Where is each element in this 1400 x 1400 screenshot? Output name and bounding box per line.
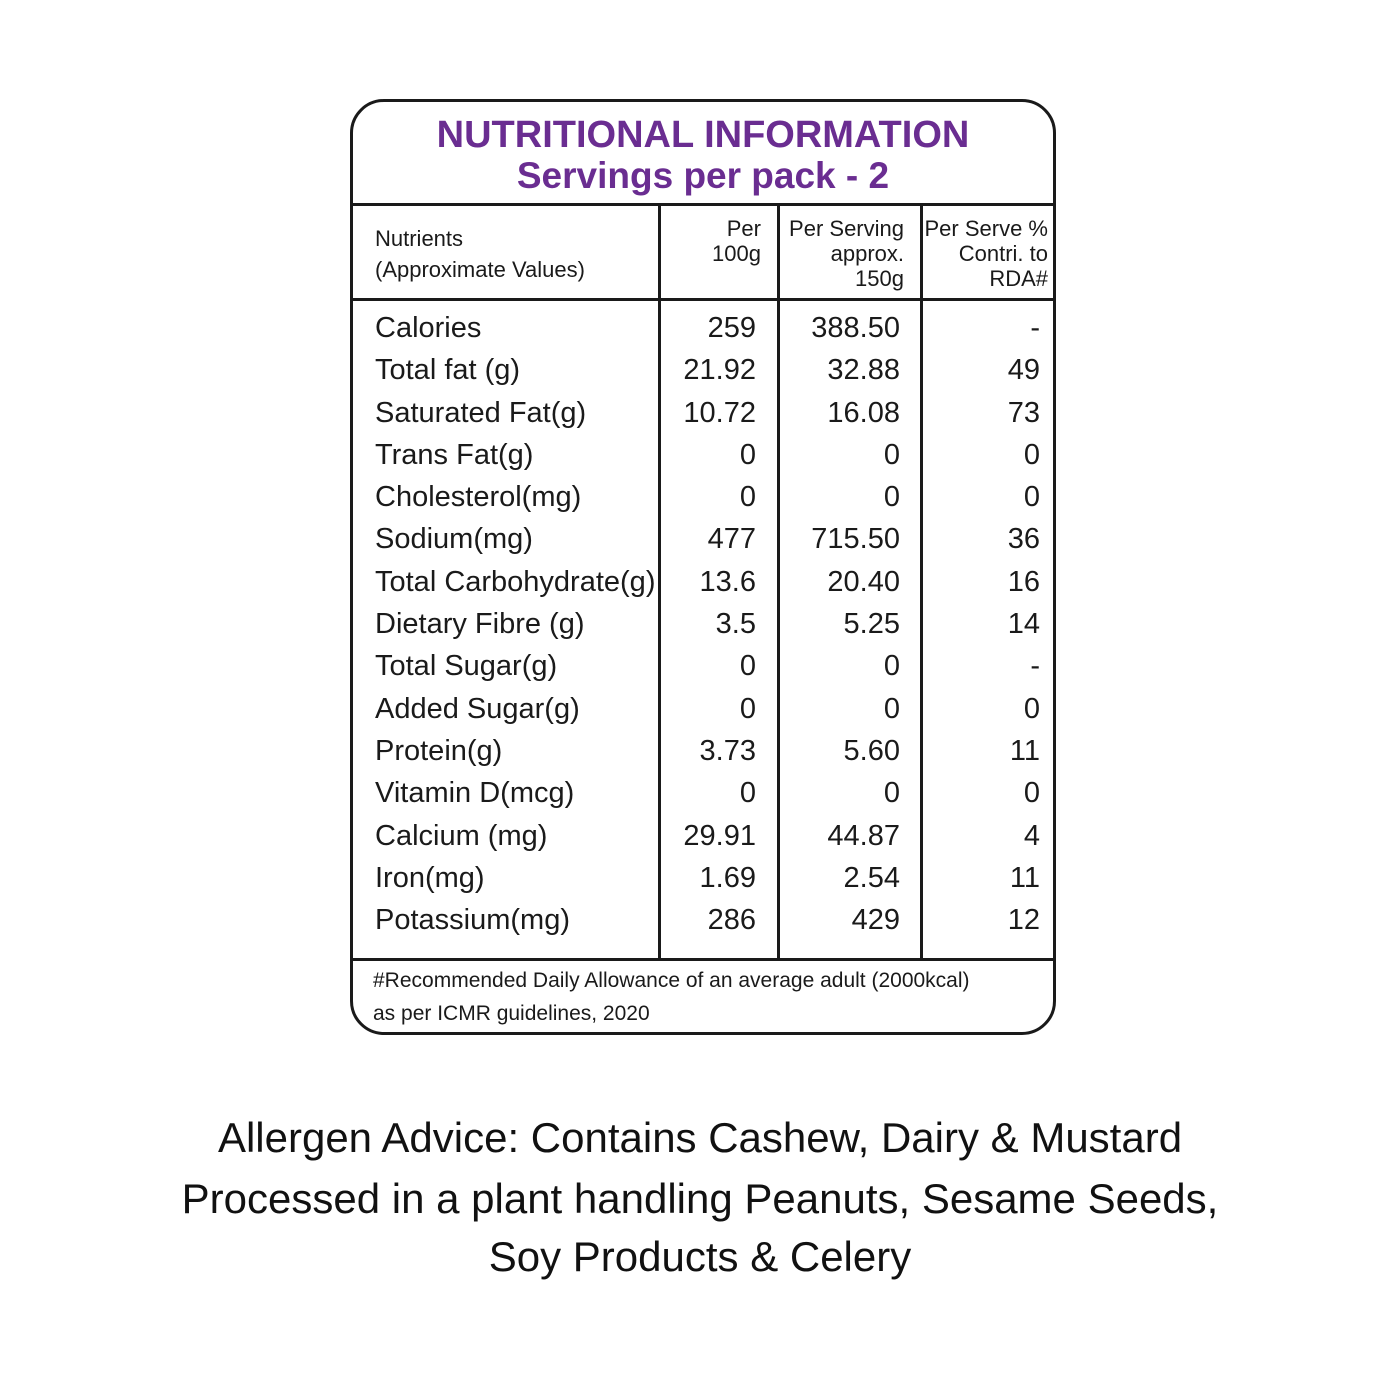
per100-value: 3.5 bbox=[715, 608, 756, 641]
serving-value: 0 bbox=[883, 650, 900, 683]
footnote-divider bbox=[353, 958, 1053, 961]
table-row bbox=[353, 518, 1053, 560]
rda-value: 0 bbox=[1023, 692, 1040, 725]
rda-value: 73 bbox=[1007, 396, 1040, 429]
table-row bbox=[353, 688, 1053, 730]
per100-value: 10.72 bbox=[683, 396, 756, 429]
table-row bbox=[353, 349, 1053, 391]
table-row bbox=[353, 476, 1053, 518]
rda-header-line1: Per Serve % bbox=[924, 216, 1048, 241]
rda-value: 49 bbox=[1007, 354, 1040, 387]
per100-value: 29.91 bbox=[683, 819, 756, 852]
per100-value: 286 bbox=[707, 904, 756, 937]
rda-value: 0 bbox=[1023, 481, 1040, 514]
per100-value: 0 bbox=[739, 692, 756, 725]
serving-value: 2.54 bbox=[843, 861, 900, 894]
nutrient-rows bbox=[353, 307, 1053, 941]
rda-header-line3: RDA# bbox=[989, 266, 1048, 291]
nutrients-header-label: Nutrients bbox=[375, 226, 464, 251]
nutrient-name: Sodium(mg) bbox=[375, 523, 533, 556]
serving-value: 5.60 bbox=[843, 734, 900, 767]
rda-value: 11 bbox=[1009, 734, 1040, 767]
serving-value: 5.25 bbox=[843, 608, 900, 641]
nutrient-name: Dietary Fibre (g) bbox=[375, 608, 585, 641]
rda-value: 11 bbox=[1009, 861, 1040, 894]
nutrition-panel bbox=[350, 99, 1056, 1035]
rda-value: 12 bbox=[1007, 904, 1040, 937]
serving-value: 32.88 bbox=[827, 354, 900, 387]
rda-value: 14 bbox=[1007, 608, 1040, 641]
serving-header-line2: approx. bbox=[830, 241, 904, 266]
per100-value: 13.6 bbox=[699, 565, 756, 598]
footnote-line-1: #Recommended Daily Allowance of an average adult (2000kcal) bbox=[373, 969, 970, 992]
per100-header-line2: 100g bbox=[712, 241, 761, 266]
nutrient-name: Calcium (mg) bbox=[375, 819, 548, 852]
per100-header-line1: Per bbox=[726, 216, 761, 241]
serving-value: 44.87 bbox=[827, 819, 900, 852]
rda-column-header bbox=[923, 206, 1048, 302]
per100-value: 21.92 bbox=[683, 354, 756, 387]
per100-value: 1.69 bbox=[699, 861, 756, 894]
serving-column-header bbox=[780, 206, 904, 302]
serving-value: 16.08 bbox=[827, 396, 900, 429]
per100-column-header bbox=[661, 206, 761, 302]
nutrient-name: Calories bbox=[375, 312, 482, 344]
processing-note: Processed in a plant handling Peanuts, Sesame Seeds, Soy Products & Celery bbox=[181, 1175, 1219, 1280]
serving-value: 20.40 bbox=[827, 565, 900, 598]
nutrient-name: Cholesterol(mg) bbox=[375, 481, 582, 514]
serving-value: 0 bbox=[883, 481, 900, 514]
per100-value: 0 bbox=[739, 481, 756, 514]
serving-header-line3: 150g bbox=[855, 266, 904, 291]
nutrient-name: Total Carbohydrate(g) bbox=[375, 565, 656, 598]
table-row bbox=[353, 603, 1053, 645]
rda-value: 36 bbox=[1007, 523, 1040, 556]
table-row bbox=[353, 899, 1053, 941]
per100-value: 259 bbox=[707, 312, 756, 344]
rda-value: 4 bbox=[1023, 819, 1040, 852]
rda-header-line2: Contri. to bbox=[958, 241, 1048, 266]
serving-value: 429 bbox=[851, 904, 900, 937]
rda-value: - bbox=[1030, 312, 1040, 344]
rda-value: - bbox=[1030, 650, 1040, 683]
nutrient-name: Vitamin D(mcg) bbox=[375, 777, 575, 810]
nutrient-name: Total Sugar(g) bbox=[375, 650, 558, 683]
nutrient-name: Added Sugar(g) bbox=[375, 692, 580, 725]
serving-value: 0 bbox=[883, 438, 900, 471]
rda-value: 16 bbox=[1007, 565, 1040, 598]
approx-values-label: (Approximate Values) bbox=[375, 257, 585, 282]
footnote-line-2: as per ICMR guidelines, 2020 bbox=[373, 1002, 650, 1025]
nutrient-name: Total fat (g) bbox=[375, 354, 521, 387]
nutrition-header bbox=[353, 102, 1053, 206]
nutrient-name: Trans Fat(g) bbox=[375, 438, 534, 471]
table-row bbox=[353, 772, 1053, 814]
serving-value: 388.50 bbox=[811, 312, 900, 344]
table-row bbox=[353, 645, 1053, 687]
serving-value: 0 bbox=[883, 692, 900, 725]
table-row bbox=[353, 434, 1053, 476]
table-row bbox=[353, 392, 1053, 434]
rda-footnote bbox=[373, 964, 970, 1030]
table-row bbox=[353, 730, 1053, 772]
per100-value: 0 bbox=[739, 777, 756, 810]
nutrient-name: Iron(mg) bbox=[375, 861, 485, 894]
serving-value: 0 bbox=[883, 777, 900, 810]
serving-value: 715.50 bbox=[811, 523, 900, 556]
per100-value: 477 bbox=[707, 523, 756, 556]
table-row bbox=[353, 307, 1053, 349]
nutrition-title: NUTRITIONAL INFORMATION bbox=[436, 114, 970, 156]
rda-value: 0 bbox=[1023, 438, 1040, 471]
allergen-advice: Allergen Advice: Contains Cashew, Dairy & Mustard bbox=[217, 1114, 1183, 1161]
servings-per-pack: Servings per pack - 2 bbox=[516, 155, 890, 196]
per100-value: 3.73 bbox=[699, 734, 756, 767]
per100-value: 0 bbox=[739, 438, 756, 471]
serving-header-line1: Per Serving bbox=[789, 216, 904, 241]
per100-value: 0 bbox=[739, 650, 756, 683]
table-row bbox=[353, 815, 1053, 857]
nutrient-name: Potassium(mg) bbox=[375, 904, 570, 937]
table-row bbox=[353, 561, 1053, 603]
rda-value: 0 bbox=[1023, 777, 1040, 810]
nutrient-name: Protein(g) bbox=[375, 734, 503, 767]
table-row bbox=[353, 857, 1053, 899]
nutrient-name: Saturated Fat(g) bbox=[375, 396, 587, 429]
